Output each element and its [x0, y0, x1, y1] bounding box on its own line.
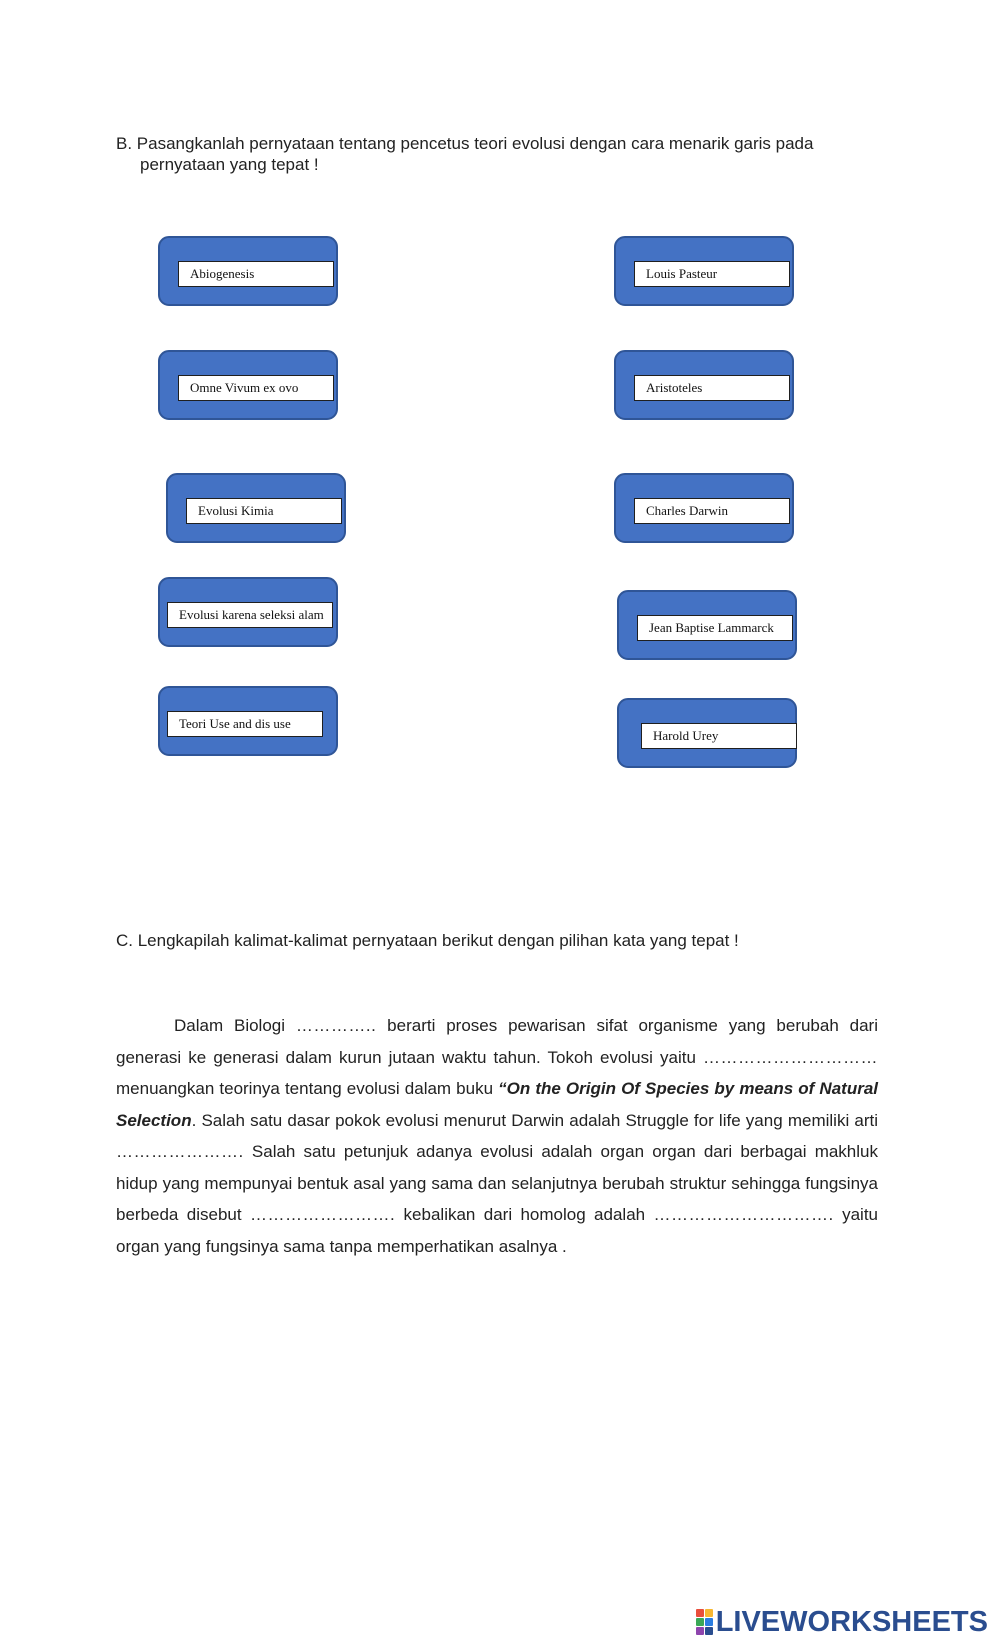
right-card-label: Aristoteles [634, 375, 790, 401]
section-c-title: C. Lengkapilah kalimat-kalimat pernyataan berikut dengan pilihan kata yang tepat ! [116, 931, 739, 950]
section-b-instruction-line2: pernyataan yang tepat ! [140, 155, 319, 174]
blank-field-2[interactable]: ………………………… [703, 1047, 878, 1067]
blank-field-5[interactable]: …………………………. [653, 1205, 834, 1224]
left-card-5[interactable] [158, 686, 338, 756]
blank-field-1[interactable]: ………….. [295, 1016, 377, 1035]
left-card-4[interactable] [158, 577, 338, 647]
right-card-1[interactable] [614, 236, 794, 306]
right-card-label: Charles Darwin [634, 498, 790, 524]
right-card-label: Louis Pasteur [634, 261, 790, 287]
section-b-instruction-line1: B. Pasangkanlah pernyataan tentang pencetus teori evolusi dengan cara menarik garis pada [116, 134, 814, 153]
left-card-1[interactable] [158, 236, 338, 306]
section-b-title [116, 133, 813, 175]
paragraph-text: menuangkan teorinya tentang evolusi dalam buku [116, 1079, 499, 1098]
left-card-label: Teori Use and dis use [167, 711, 323, 737]
right-card-label: Jean Baptise Lammarck [637, 615, 793, 641]
book-title: On the Origin Of Species by means of Natural Selection [116, 1079, 879, 1130]
left-card-label: Omne Vivum ex ovo [178, 375, 334, 401]
right-card-label: Harold Urey [641, 723, 797, 749]
left-card-label: Evolusi Kimia [186, 498, 342, 524]
right-card-2[interactable] [614, 350, 794, 420]
left-card-label: Evolusi karena seleksi alam [167, 602, 333, 628]
paragraph-text: Salah satu petunjuk adanya evolusi adalah organ organ dari berbagai makhluk hidup yang mempunyai bentuk asal yang sama dan selanjutnya berubah struktur sehingga fungsinya berbeda disebut [116, 1142, 878, 1224]
paragraph-text: berarti proses pewarisan sifat organisme yang berubah dari generasi ke generasi dalam kurun jutaan waktu tahun. Tokoh evolusi yaitu [116, 1016, 878, 1067]
left-card-2[interactable] [158, 350, 338, 420]
blank-field-3[interactable]: …………………. [116, 1142, 244, 1161]
right-card-3[interactable] [614, 473, 794, 543]
right-card-4[interactable] [617, 590, 797, 660]
blank-field-4[interactable]: ……………………. [249, 1205, 396, 1224]
quote-mark: “ [498, 1079, 507, 1098]
paragraph-text: . Salah satu dasar pokok evolusi menurut Darwin adalah Struggle for life yang memiliki arti [191, 1110, 878, 1130]
paragraph-text: Dalam Biologi [174, 1016, 296, 1035]
section-c-paragraph [116, 1010, 878, 1262]
liveworksheets-icon [696, 1609, 713, 1635]
liveworksheets-brand: LIVEWORKSHEETS [715, 1605, 988, 1638]
left-card-label: Abiogenesis [178, 261, 334, 287]
liveworksheets-logo [696, 1607, 988, 1637]
left-card-3[interactable] [166, 473, 346, 543]
paragraph-text: kebalikan dari homolog adalah [395, 1205, 654, 1224]
right-card-5[interactable] [617, 698, 797, 768]
paragraph-text: yaitu organ yang fungsinya sama tanpa memperhatikan asalnya . [116, 1205, 878, 1256]
